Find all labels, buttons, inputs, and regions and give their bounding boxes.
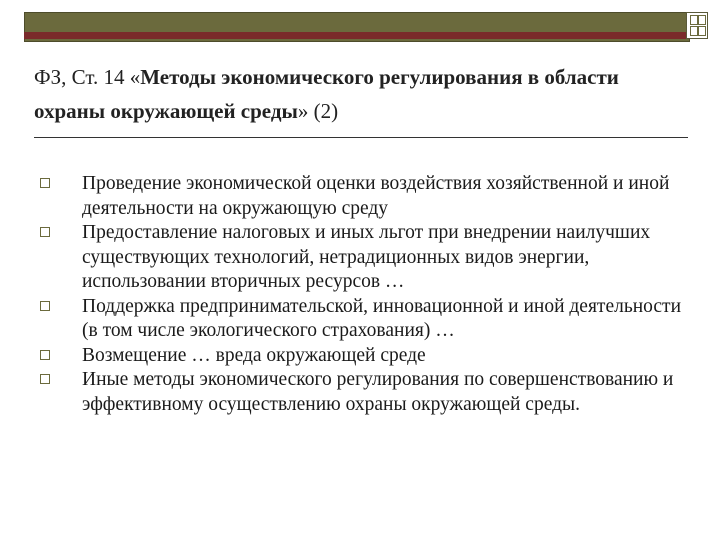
bullet-text: Проведение экономической оценки воздействия хозяйственной и иной деятельности на окружающую среду	[82, 173, 670, 219]
title-divider	[34, 137, 688, 138]
bullet-item	[40, 172, 690, 221]
bullet-square-icon	[40, 301, 50, 311]
corner-decoration-icon	[686, 12, 708, 39]
bullet-square-icon	[40, 227, 50, 237]
title-prefix: ФЗ, Ст. 14 «	[34, 65, 141, 89]
bullet-text: Предоставление налоговых и иных льгот при внедрении наилучших существующих технологий, нетрадиционных видов энергии, использовании вторичных ресурсов …	[82, 222, 651, 292]
bullet-square-icon	[40, 178, 50, 188]
bullet-list	[40, 172, 690, 417]
header-accent-stripe	[24, 32, 690, 39]
bullet-text: Иные методы экономического регулирования по совершенствованию и эффективному осуществлению охраны окружающей среды.	[82, 369, 674, 415]
bullet-square-icon	[40, 374, 50, 384]
title-suffix: » (2)	[297, 99, 339, 123]
bullet-item	[40, 368, 690, 417]
slide-title	[34, 60, 674, 128]
bullet-item	[40, 344, 690, 369]
bullet-item	[40, 221, 690, 295]
bullet-text: Возмещение … вреда окружающей среде	[82, 344, 426, 366]
bullet-square-icon	[40, 350, 50, 360]
bullet-item	[40, 295, 690, 344]
title-bold: Методы экономического регулирования в области охраны окружающей среды	[34, 65, 619, 123]
bullet-text: Поддержка предпринимательской, инновационной и иной деятельности (в том числе экологического страхования) …	[82, 295, 682, 341]
